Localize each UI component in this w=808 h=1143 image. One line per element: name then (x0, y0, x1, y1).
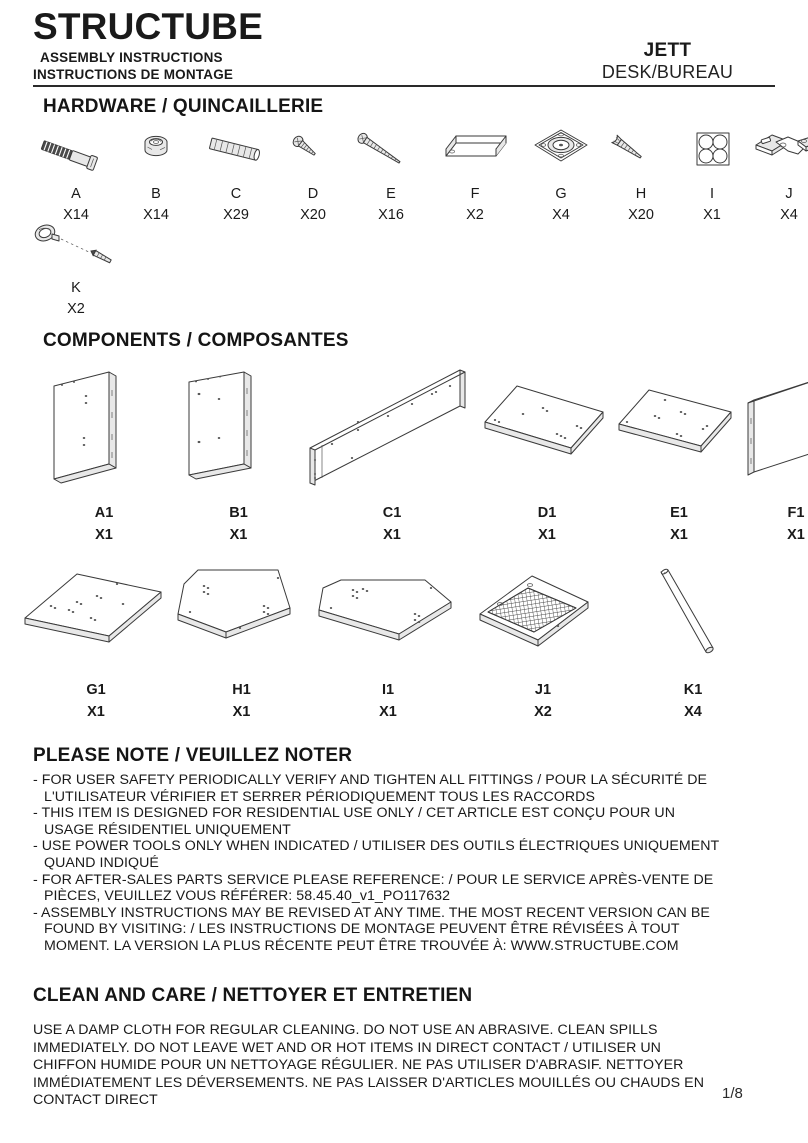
note-line: FOUND BY VISITING: / LES INSTRUCTIONS DE MONTAGE PEUVENT ÊTRE RÉVISÉES À TOUT (44, 921, 680, 938)
subtitle-french: INSTRUCTIONS DE MONTAGE (33, 67, 234, 82)
note-line: MOMENT. LA VERSION LA PLUS RÉCENTE PEUT ÊTRE TROUVÉE À: WWW.STRUCTUBE.COM (44, 937, 679, 954)
component-qty-c1: X1 (383, 526, 401, 543)
hardware-label-i: I (709, 186, 715, 202)
components-section-title: COMPONENTS / COMPOSANTES (43, 330, 349, 351)
components-row-2 (22, 566, 763, 724)
component-qty-a1: X1 (95, 526, 113, 543)
component-label-k1: K1 (683, 682, 703, 698)
cylindrical-leg-drawing-k1 (633, 566, 753, 670)
hardware-qty-k: X2 (67, 301, 85, 318)
hardware-label-d: D (307, 186, 319, 202)
hardware-qty-i: X1 (703, 207, 721, 224)
note-item (33, 805, 733, 838)
hardware-item-h (604, 122, 678, 226)
components-row-1 (36, 368, 808, 547)
hardware-item-k (36, 222, 116, 320)
hardware-item-a (36, 122, 116, 226)
component-qty-b1: X1 (229, 526, 248, 543)
component-item-i1 (313, 566, 463, 724)
component-qty-g1: X1 (87, 703, 105, 720)
leg-mounting-plate-icon (518, 122, 604, 176)
component-item-b1 (172, 368, 305, 547)
angled-corner-panel-drawing-i1 (315, 566, 461, 670)
mesh-grid-panel-drawing-j1 (468, 566, 618, 670)
hardware-item-g (518, 122, 604, 226)
note-line: - FOR USER SAFETY PERIODICALLY VERIFY AND TIGHTEN ALL FITTINGS / POUR LA SÉCURITÉ DE (33, 772, 708, 788)
hardware-qty-e: X16 (378, 207, 404, 224)
thin-back-panel-drawing-f1 (744, 368, 808, 493)
angled-corner-panel-drawing-h1 (172, 566, 312, 670)
hardware-qty-d: X20 (300, 207, 326, 224)
component-qty-h1: X1 (232, 703, 251, 720)
hardware-item-f (432, 122, 518, 226)
wooden-dowel-icon (193, 122, 279, 176)
hardware-label-c: C (230, 186, 242, 202)
hardware-item-b (116, 122, 196, 226)
hardware-label-b: B (151, 186, 161, 202)
header-divider (33, 85, 775, 87)
knob-handle-with-screw-icon (33, 222, 119, 268)
component-label-a1: A1 (94, 505, 114, 521)
component-item-c1 (305, 368, 479, 547)
note-item (33, 905, 733, 955)
hardware-row-primary (36, 122, 808, 226)
long-back-panel-drawing-c1 (306, 368, 478, 493)
note-line-reference: PIÈCES, VEUILLEZ VOUS RÉFÉRER: 58.45.40_v1_PO117632 (44, 888, 451, 905)
please-note-title: PLEASE NOTE / VEUILLEZ NOTER (33, 745, 353, 766)
wide-top-panel-drawing-g1 (23, 566, 169, 670)
hardware-qty-a: X14 (63, 207, 89, 224)
note-line: USAGE RÉSIDENTIEL UNIQUEMENT (44, 821, 291, 838)
hardware-item-e (350, 122, 432, 226)
u-channel-bracket-icon (432, 122, 518, 176)
hardware-label-g: G (555, 186, 567, 202)
hardware-label-k: K (71, 280, 81, 296)
hardware-qty-h: X20 (628, 207, 654, 224)
component-item-f1 (743, 368, 808, 547)
clean-and-care-title: CLEAN AND CARE / NETTOYER ET ENTRETIEN (33, 985, 473, 1006)
horizontal-shelf-drawing-d1 (481, 368, 613, 493)
component-label-g1: G1 (86, 682, 106, 698)
component-qty-k1: X4 (684, 703, 702, 720)
note-line: - USE POWER TOOLS ONLY WHEN INDICATED / UTILISER DES OUTILS ÉLECTRIQUES UNIQUEMENT (33, 838, 720, 855)
page-number: 1/8 (722, 1085, 743, 1102)
component-item-j1 (463, 566, 623, 724)
component-item-k1 (623, 566, 763, 724)
component-qty-f1: X1 (787, 526, 805, 543)
note-line: QUAND INDIQUÉ (44, 854, 159, 871)
component-label-c1: C1 (382, 505, 402, 521)
component-item-h1 (170, 566, 313, 724)
hardware-qty-j: X4 (780, 207, 798, 224)
note-item (33, 838, 733, 871)
hardware-qty-f: X2 (466, 207, 484, 224)
short-screw-icon (270, 122, 356, 176)
cam-lock-icon (113, 122, 199, 176)
component-qty-j1: X2 (534, 703, 552, 720)
long-screw-icon (348, 122, 434, 176)
component-item-d1 (479, 368, 615, 547)
note-line: L'UTILISATEUR VÉRIFIER ET SERRER PÉRIODIQUEMENT TOUS LES RACCORDS (44, 788, 595, 805)
product-type: DESK/BUREAU (601, 62, 734, 82)
hardware-row-secondary (36, 222, 116, 320)
product-name: JETT (643, 40, 692, 61)
hardware-qty-g: X4 (552, 207, 570, 224)
component-label-i1: I1 (381, 682, 395, 698)
note-item (33, 872, 733, 905)
note-line: - THIS ITEM IS DESIGNED FOR RESIDENTIAL USE ONLY / CET ARTICLE EST CONÇU POUR UN (33, 805, 676, 822)
hardware-item-c (196, 122, 276, 226)
component-label-e1: E1 (670, 505, 688, 521)
care-line: IMMÉDIATEMENT LES DÉVERSEMENTS. NE PAS LAISSER D'ARTICLES MOUILLÉS OU CHAUDS EN (33, 1074, 704, 1091)
subtitle-english: ASSEMBLY INSTRUCTIONS (40, 50, 223, 65)
hardware-qty-b: X14 (143, 207, 169, 224)
component-qty-i1: X1 (379, 703, 397, 720)
care-line: USE A DAMP CLOTH FOR REGULAR CLEANING. DO NOT USE AN ABRASIVE. CLEAN SPILLS (33, 1022, 658, 1038)
brand-logo-text: STRUCTUBE (33, 6, 263, 47)
component-label-d1: D1 (537, 505, 557, 521)
care-line: CONTACT DIRECT (33, 1092, 158, 1108)
hardware-item-i (678, 122, 746, 226)
component-label-j1: J1 (534, 682, 552, 698)
hardware-section-title: HARDWARE / QUINCAILLERIE (43, 96, 324, 117)
hardware-qty-c: X29 (223, 207, 249, 224)
component-qty-d1: X1 (538, 526, 556, 543)
horizontal-shelf-drawing-e1 (617, 368, 741, 493)
care-line: CHIFFON HUMIDE POUR UN NETTOYAGE RÉGULIER. NE PAS UTILISER D'ABRASIF. NETTOYER (33, 1057, 684, 1073)
side-panel-drawing-a1 (44, 368, 164, 493)
hardware-label-f: F (470, 186, 480, 202)
hardware-label-j: J (785, 186, 793, 202)
care-line: IMMEDIATELY. DO NOT LEAVE WET AND OR HOT ITEMS IN DIRECT CONTACT / UTILISER UN (33, 1039, 661, 1056)
component-item-e1 (615, 368, 743, 547)
cabinet-hinge-icon (746, 122, 808, 176)
component-label-b1: B1 (229, 505, 248, 521)
note-line: - ASSEMBLY INSTRUCTIONS MAY BE REVISED AT ANY TIME. THE MOST RECENT VERSION CAN BE (33, 904, 710, 921)
component-qty-e1: X1 (670, 526, 688, 543)
note-line: - FOR AFTER-SALES PARTS SERVICE PLEASE REFERENCE: / POUR LE SERVICE APRÈS-VENTE DE (33, 871, 714, 888)
component-item-a1 (36, 368, 172, 547)
component-item-g1 (22, 566, 170, 724)
hardware-label-a: A (71, 186, 81, 202)
hardware-item-j (746, 122, 808, 226)
felt-pad-sheet-icon (669, 122, 755, 176)
side-panel-drawing-b1 (179, 368, 299, 493)
hardware-item-d (276, 122, 350, 226)
clean-and-care-body (33, 1022, 745, 1110)
component-label-h1: H1 (232, 682, 251, 698)
hardware-label-e: E (386, 186, 396, 202)
document-header (0, 0, 808, 92)
bolt-dowel-screw-icon (33, 122, 119, 176)
hardware-label-h: H (635, 186, 647, 202)
component-label-f1: F1 (787, 505, 805, 521)
please-note-list (33, 772, 733, 955)
note-item (33, 772, 733, 805)
